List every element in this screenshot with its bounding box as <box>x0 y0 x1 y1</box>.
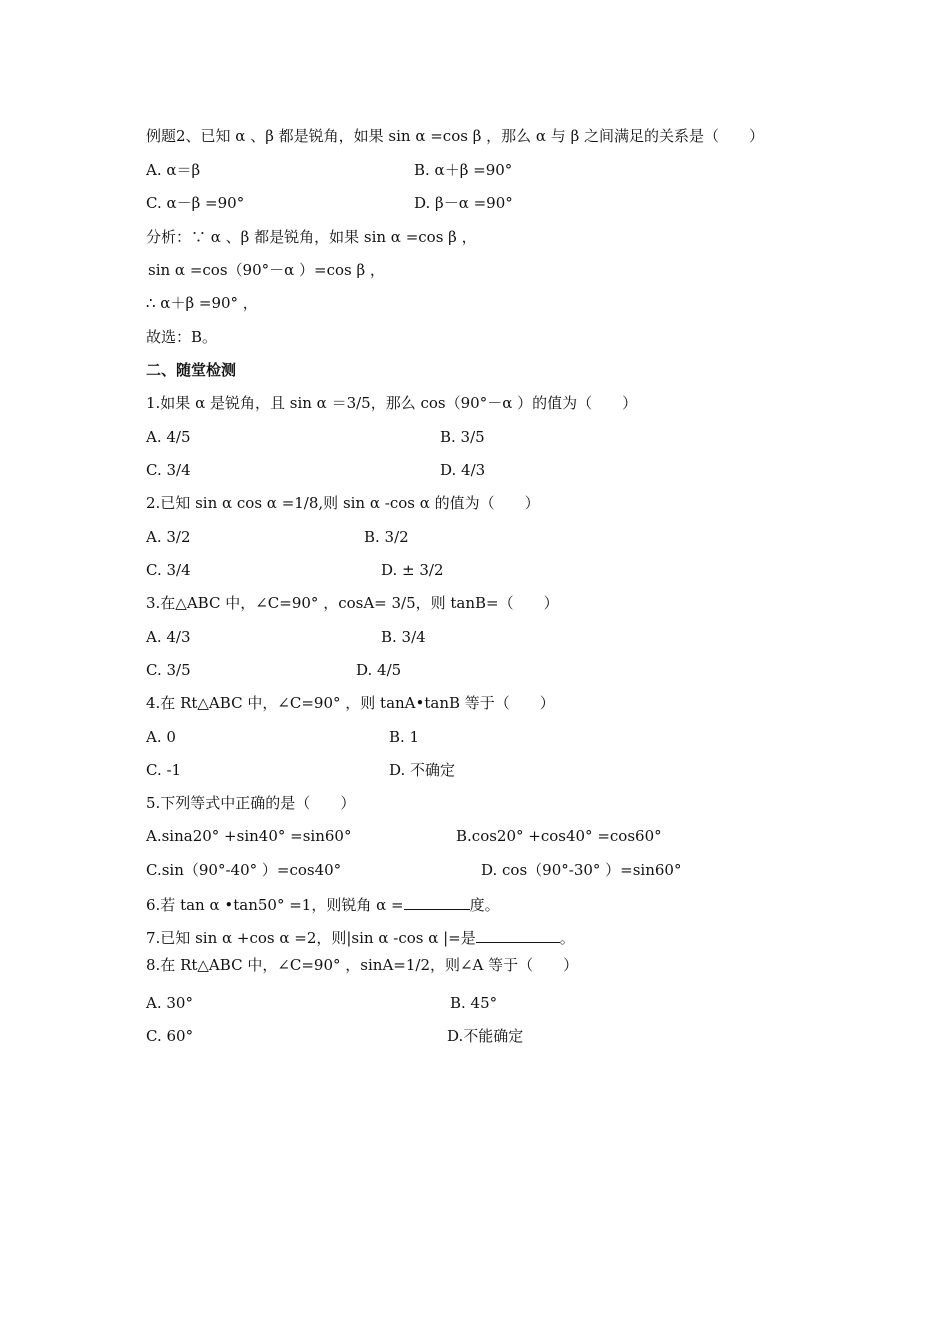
option-d: D. 不确定 <box>389 761 456 779</box>
option-a: A. 30° <box>146 994 193 1012</box>
question-stem: 4.在 Rt△ABC 中，∠C=90° ，则 tanA•tanB 等于（ ） <box>146 694 555 712</box>
question-stem-suffix: 度。 <box>469 896 500 914</box>
analysis-line: 故选：B。 <box>146 328 218 346</box>
question-stem <box>146 893 500 915</box>
section-heading: 二、随堂检测 <box>146 361 237 379</box>
example-option-a: A. α＝β <box>146 161 201 179</box>
option-a: A.sina20° +sin40° =sin60° <box>146 827 352 845</box>
example-option-c: C. α－β =90° <box>146 194 245 212</box>
option-c: C. 3/5 <box>146 661 191 679</box>
question-stem: 2.已知 sin α cos α =1/8,则 sin α -cos α 的值为（ ） <box>146 494 540 512</box>
analysis-line: 分析：∵ α 、β 都是锐角，如果 sin α =cos β ， <box>146 228 477 246</box>
question-stem: 8.在 Rt△ABC 中，∠C=90° ，sinA=1/2，则∠A 等于（ ） <box>146 956 579 974</box>
option-c: C. -1 <box>146 761 182 779</box>
option-a: A. 4/5 <box>146 428 191 446</box>
option-b: B. 1 <box>389 728 420 746</box>
option-c: C. 3/4 <box>146 461 191 479</box>
analysis-line: ∴ α＋β =90° ， <box>146 294 258 312</box>
option-b: B. 3/4 <box>381 628 426 646</box>
option-d: D. 4/3 <box>440 461 486 479</box>
option-b: B. 3/5 <box>440 428 485 446</box>
question-stem <box>146 926 575 948</box>
option-c: C. 3/4 <box>146 561 191 579</box>
option-d: D. cos（90°-30° ）=sin60° <box>481 861 682 879</box>
option-b: B. 45° <box>450 994 498 1012</box>
example-option-d: D. β－α =90° <box>414 194 513 212</box>
option-b: B. 3/2 <box>364 528 409 546</box>
option-b: B.cos20° +cos40° =cos60° <box>456 827 662 845</box>
analysis-line: sin α =cos（90°－α ）=cos β ， <box>148 261 385 279</box>
option-a: A. 4/3 <box>146 628 191 646</box>
question-stem: 1.如果 α 是锐角，且 sin α ＝3/5，那么 cos（90°－α ）的值为（ ） <box>146 394 638 412</box>
example-title: 例题2、已知 α 、β 都是锐角，如果 sin α =cos β ，那么 α 与 β 之间满足的关系是（ ） <box>146 127 765 145</box>
option-d: D. ± 3/2 <box>381 561 444 579</box>
question-stem-text: 6.若 tan α •tan50° =1，则锐角 α = <box>146 896 404 914</box>
question-stem: 5.下列等式中正确的是（ ） <box>146 794 356 812</box>
question-stem-text: 7.已知 sin α +cos α =2，则|sin α -cos α |=是 <box>146 929 476 947</box>
question-stem-suffix: 。 <box>559 929 575 947</box>
option-a: A. 3/2 <box>146 528 191 546</box>
option-d: D.不能确定 <box>447 1027 524 1045</box>
answer-blank[interactable] <box>404 893 470 910</box>
option-c: C. 60° <box>146 1027 194 1045</box>
answer-blank[interactable] <box>476 926 560 943</box>
example-option-b: B. α＋β =90° <box>414 161 513 179</box>
question-stem: 3.在△ABC 中，∠C=90° ，cosA= 3/5，则 tanB=（ ） <box>146 594 559 612</box>
option-a: A. 0 <box>146 728 176 746</box>
option-c: C.sin（90°-40° ）=cos40° <box>146 861 342 879</box>
option-d: D. 4/5 <box>356 661 402 679</box>
